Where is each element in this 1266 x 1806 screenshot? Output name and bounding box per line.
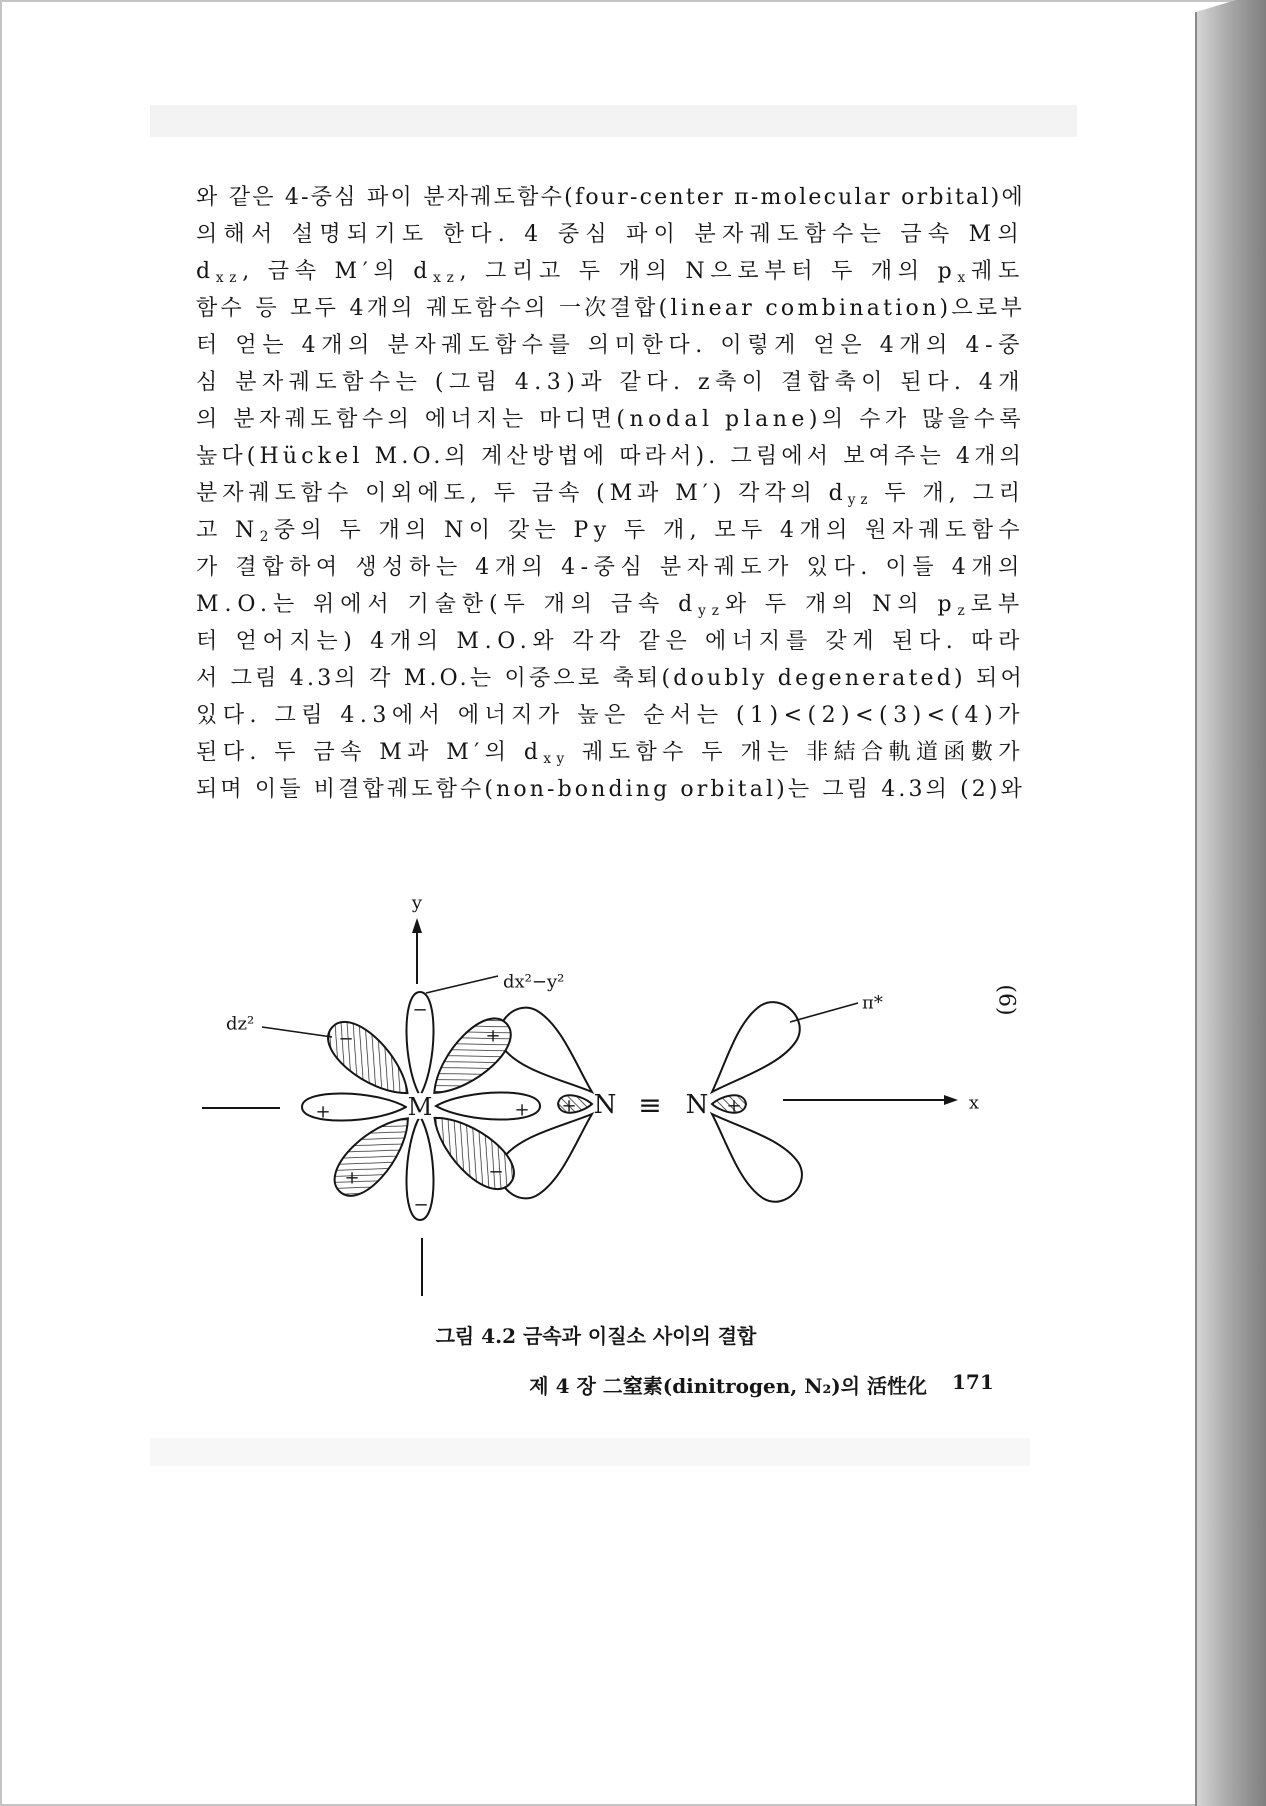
text-run: 의해서 설명되기도 한다. 4 중심 파이 분자궤도함수는 금속 M의 — [196, 222, 1025, 247]
orbital-label-dz2: dz² — [226, 1013, 255, 1035]
text-run: 고 N — [196, 518, 260, 543]
text-run: 함수 등 모두 4개의 궤도함수의 一次결합(linear combination)으로부 — [196, 296, 1025, 321]
sign-upper-right-lobe: + — [485, 1025, 501, 1047]
subscript: xz — [215, 269, 243, 286]
subscript: xy — [543, 750, 570, 767]
metal-label: M — [407, 1093, 433, 1121]
text-run: 서 그림 4.3의 각 M.O.는 이중으로 축퇴(doubly degenerated) 되어 — [196, 666, 1025, 691]
leader-dx2-y2 — [426, 976, 498, 993]
orbital-label-pi-star: π* — [862, 992, 883, 1014]
nitrogen-right-lobe-upper — [693, 992, 810, 1110]
text-run: 심 분자궤도함수는 (그림 4.3)과 같다. z축이 결합축이 된다. 4개 — [196, 370, 1026, 395]
sign-bottom-lobe: − — [413, 1194, 429, 1216]
leader-pi-star — [790, 1003, 858, 1022]
text-run: 궤도 — [970, 259, 1025, 284]
text-run: d — [196, 259, 216, 284]
y-axis-label: y — [411, 892, 423, 914]
text-run: 터 얻어지는) 4개의 M.O.와 각각 같은 에너지를 갖게 된다. 따라 — [196, 629, 1026, 654]
sign-lower-left-lobe: + — [344, 1167, 360, 1189]
subscript: yz — [698, 602, 725, 619]
text-run: 두 개, 그리 — [872, 481, 1025, 506]
nitrogen-right-lobe-lower — [694, 1095, 812, 1212]
running-footer-chapter: 제 4 장 二窒素(dinitrogen, N₂)의 活性化 — [529, 1374, 927, 1398]
text-run: 와 같은 4-중심 파이 분자궤도함수(four-center π-molecular orbital)에 — [196, 185, 1025, 210]
subscript: x — [957, 269, 971, 286]
sign-nitrogen-right-small-lobe: + — [726, 1095, 742, 1117]
text-run: 높다(Hückel M.O.의 계산방법에 따라서). 그림에서 보여주는 4개의 — [196, 444, 1026, 469]
subscript: 2 — [259, 528, 274, 545]
text-run: 중의 두 개의 N이 갖는 Py 두 개, 모두 4개의 원자궤도함수 — [273, 518, 1026, 543]
page-number: 171 — [952, 1370, 994, 1394]
text-run: 로부 — [970, 592, 1025, 617]
x-axis-label: x — [968, 1092, 980, 1114]
subscript: z — [957, 602, 971, 619]
sign-right-lobe: + — [514, 1099, 530, 1121]
subscript: xz — [433, 269, 460, 286]
text-run: 가 결합하여 생성하는 4개의 4-중심 분자궤도가 있다. 이들 4개의 — [196, 555, 1025, 580]
text-run: , 그리고 두 개의 N으로부터 두 개의 p — [459, 259, 958, 284]
text-run: 의 분자궤도함수의 에너지는 마디면(nodal plane)의 수가 많을수록 — [196, 407, 1025, 432]
triple-bond-symbol: ≡ — [638, 1088, 662, 1122]
subscript: yz — [847, 491, 873, 508]
sign-nitrogen-left-small-lobe: + — [561, 1095, 577, 1117]
text-run: 되며 이들 비결합궤도함수(non-bonding orbital)는 그림 4.3의 (2)와 — [196, 777, 1025, 802]
y-axis-arrowhead — [412, 918, 422, 933]
text-run: 궤도함수 두 개는 非結合軌道函數가 — [569, 740, 1025, 765]
sign-lower-right-lobe: − — [488, 1161, 504, 1183]
text-run: 터 얻는 4개의 분자궤도함수를 의미한다. 이렇게 얻은 4개의 4-중 — [196, 333, 1025, 358]
sign-left-lobe: + — [315, 1101, 331, 1123]
text-run: 와 두 개의 N의 p — [724, 592, 958, 617]
text-run: 분자궤도함수 이외에도, 두 금속 (M과 M′) 각각의 d — [196, 481, 848, 506]
figure-caption: 그림 4.2 금속과 이질소 사이의 결합 — [435, 1324, 757, 1348]
text-run: 있다. 그림 4.3에서 에너지가 높은 순서는 (1)<(2)<(3)<(4)가 — [196, 703, 1025, 728]
orbital-label-dx2-y2: dx²−y² — [503, 971, 565, 993]
sign-upper-left-lobe: − — [338, 1028, 354, 1050]
nitrogen-left-label: N — [593, 1090, 617, 1120]
text-run: , 금속 M′의 d — [242, 259, 434, 284]
margin-mark: (6) — [993, 984, 1019, 1016]
leader-dz2 — [262, 1027, 332, 1037]
nitrogen-right-label: N — [685, 1090, 709, 1120]
text-run: M.O.는 위에서 기술한(두 개의 금속 d — [196, 592, 699, 617]
x-axis-arrowhead — [944, 1095, 958, 1105]
text-run: 된다. 두 금속 M과 M′의 d — [196, 740, 544, 765]
sign-top-lobe: − — [412, 999, 428, 1021]
